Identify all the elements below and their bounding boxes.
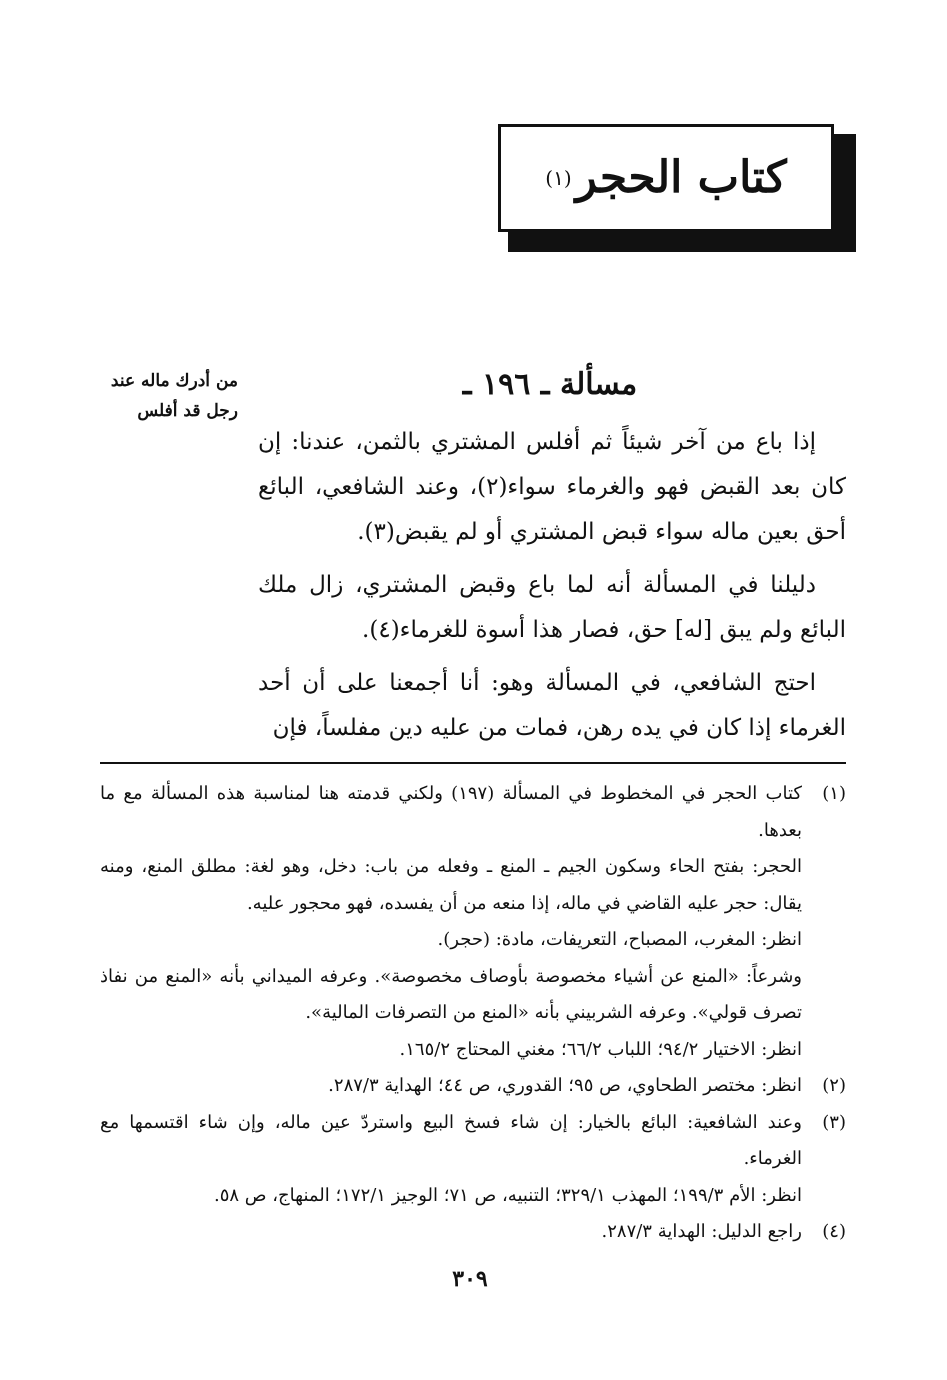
main-text (258, 420, 846, 759)
footnote (100, 776, 846, 1068)
footnote-number: (٤) (822, 1221, 846, 1242)
footnote-line: كتاب الحجر في المخطوط في المسألة (١٩٧) ولكني قدمته هنا لمناسبة هذه المسألة مع ما بعدها. (100, 783, 802, 841)
paragraph: احتج الشافعي، في المسألة وهو: أنا أجمعنا على أن أحد الغرماء إذا كان في يده رهن، فمات من عليه دين مفلساً، فإن (258, 670, 846, 741)
footnote-body (100, 1105, 802, 1215)
footnote-line: راجع الدليل: الهداية ٢٨٧/٣. (601, 1221, 802, 1242)
footnote-line: انظر: الاختيار ٩٤/٢؛ اللباب ٦٦/٢؛ مغني المحتاج ١٦٥/٢. (399, 1038, 802, 1060)
footnote-line: انظر: مختصر الطحاوي، ص ٩٥؛ القدوري، ص ٤٤؛ الهداية ٢٨٧/٣. (328, 1075, 802, 1096)
chapter-title-box (498, 124, 834, 232)
footnote-number: (١) (822, 783, 846, 804)
footnote (100, 1214, 846, 1251)
chapter-title: كتاب الحجر (575, 152, 787, 203)
footnote-divider (100, 762, 846, 764)
footnote-body (100, 1214, 802, 1251)
page-number: ٣٠٩ (452, 1266, 488, 1292)
footnote-line: وعند الشافعية: البائع بالخيار: إن شاء فسخ البيع واستردّ عين ماله، وإن شاء اقتسمها مع الغرماء. (100, 1111, 802, 1169)
footnote (100, 1105, 846, 1215)
footnote (100, 1068, 846, 1105)
section-heading: مسألة ـ ١٩٦ ـ (462, 367, 638, 402)
paragraph: دليلنا في المسألة أنه لما باع وقبض المشتري، زال ملك البائع ولم يبق [له] حق، فصار هذا أسوة للغرماء(٤). (258, 572, 846, 643)
margin-note-line: من أدرك ماله عند (110, 371, 238, 391)
footnote-line: انظر: الأم ١٩٩/٣؛ المهذب ٣٢٩/١؛ التنبيه، ص ٧١؛ الوجيز ١٧٢/١؛ المنهاج، ص ٥٨. (213, 1184, 802, 1206)
margin-note (98, 366, 238, 426)
margin-note-line: رجل قد أفلس (137, 401, 238, 421)
footnote-number: (٣) (822, 1111, 846, 1133)
footnote-body (100, 776, 802, 1068)
footnote-line: انظر: المغرب، المصباح، التعريفات، مادة: (حجر). (437, 929, 802, 950)
title-footnote-marker: (١) (545, 166, 572, 190)
footnote-line: وشرعاً: «المنع عن أشياء مخصوصة بأوصاف مخصوصة». وعرفه الميداني بأنه «المنع من نفاذ تصرف قولي». وعرفه الشربيني بأنه «المنع من التصرفات المالية». (100, 965, 802, 1023)
footnote-number: (٢) (822, 1075, 846, 1096)
footnote-line: الحجر: بفتح الحاء وسكون الجيم ـ المنع ـ وفعله من باب: دخل، وهو لغة: مطلق المنع، ومنه يقال: حجر عليه القاضي في ماله، إذا منعه من أن يفسده، فهو محجور عليه. (100, 856, 802, 914)
footnote-body (100, 1068, 802, 1105)
paragraph: إذا باع من آخر شيئاً ثم أفلس المشتري بالثمن، عندنا: إن كان بعد القبض فهو والغرماء سواء(٢)، وعند الشافعي، البائع أحق بعين ماله سواء قبض المشتري أو لم يقبض(٣). (258, 429, 846, 545)
footnotes (100, 776, 846, 1251)
